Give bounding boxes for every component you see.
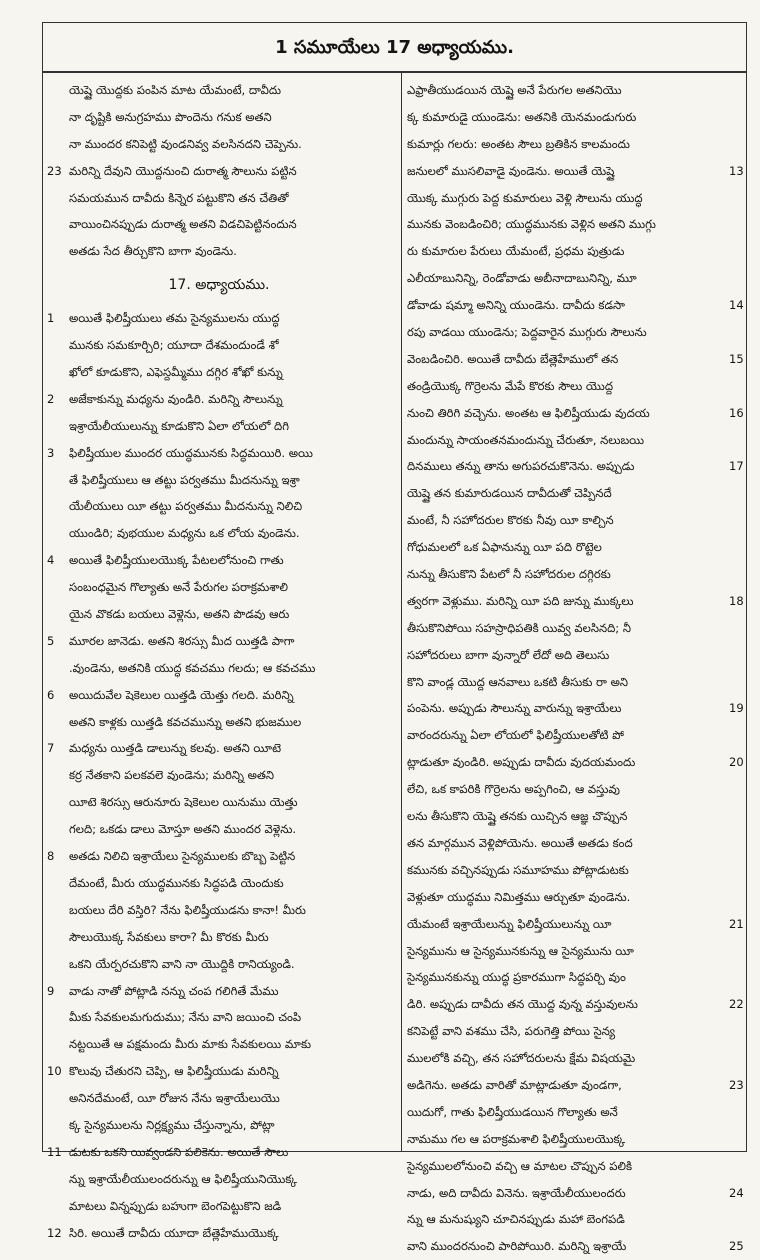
right-column [407, 77, 744, 1254]
line-text: అతని కాళ్లకు యిత్తడి కవచమున్ను అతని భుజముల [69, 714, 302, 729]
line-text: వెళ్లుతూ యుద్ధము నిమిత్తము ఆర్చుతూ వుండెను. [407, 889, 631, 904]
text-line [407, 1233, 744, 1260]
verse-number: 7 [47, 741, 55, 756]
line-text: న్ను ఆ మనుష్యుని చూచినప్పుడు మహా బెంగపడి [407, 1212, 625, 1227]
line-text: సైన్యమునకున్ను యుద్ధ ప్రకారముగా సిద్ధపర్చి వుం [407, 970, 626, 985]
text-line [47, 467, 391, 494]
line-text: నామము గల ఆ పరాక్రమశాలి ఫిలిష్తీయులయొక్క [407, 1131, 626, 1146]
line-text: కర్ర నేతకాని పలకవలె వుండెను; మరిన్ని అతని [69, 768, 275, 783]
text-line [407, 427, 729, 454]
line-text: సౌలుయొక్క సేవకులు కారా? మీ కొరకు మీరు [69, 929, 269, 944]
verse-number: 14 [729, 298, 744, 313]
text-line [407, 1099, 729, 1126]
line-text: సైన్యములలోనుంచి వచ్చి ఆ మాటల చొప్పున పలికి [407, 1158, 633, 1173]
line-text: ఎలీయాబునిన్ని, రెండోవాడు అబీనాదాబునిన్ని, మూ [407, 271, 637, 286]
text-line [407, 615, 729, 642]
line-text: న్ను ఇశ్రాయేలీయులందరున్ను ఆ ఫిలిష్తీయునియొక్క [69, 1171, 297, 1186]
verse-number: 19 [729, 701, 744, 716]
line-text: వాయించినప్పుడు దురాత్మ అతని విడచిపెట్టినందున [69, 217, 297, 232]
verse-number: 16 [729, 405, 744, 420]
verse-number: 15 [729, 351, 744, 366]
text-line [407, 749, 744, 776]
line-text: నా దృష్టికి అనుగ్రహము పొందెను గనుక అతని [69, 109, 272, 124]
text-line [47, 413, 391, 440]
text-line [407, 1153, 729, 1180]
line-text: యేలీయులు యీ తట్టు పర్వతము మీదనున్ను నిలిచి [69, 499, 303, 514]
text-line [47, 1031, 391, 1058]
line-text: 17. అధ్యాయము. [168, 277, 270, 294]
line-text: రు కుమారుల పేరులు యేమంటే, ప్రధమ పుత్రుడు [407, 244, 625, 259]
text-line [47, 104, 391, 131]
text-line [407, 1045, 729, 1072]
line-text: తే ఫిలిష్తీయులు ఆ తట్టు పర్వతము మీదనున్ను ఇశ్రా [69, 472, 300, 487]
line-text: జనులలో ముసలివాడై వుండెను. అయితే యెష్షై [407, 163, 615, 178]
line-text: యేమంటే ఇశ్రాయేలున్ను ఫిలిష్తీయులున్ను యీ [407, 916, 612, 931]
text-line [47, 628, 391, 655]
line-text: మంటే, నీ సహోదరుల కొరకు నీవు యీ కాల్చిన [407, 513, 614, 528]
verse-number: 20 [729, 755, 744, 770]
line-text: డుటకు ఒకని యివ్వండని పలికెను. అయితే సౌలు [69, 1144, 289, 1159]
text-line [47, 1193, 391, 1220]
line-text: సహోదరులు బాగా వున్నారో లేదో అది తెలుసు [407, 647, 610, 662]
line-text: కొని వాండ్ల యొద్ద ఆనవాలు ఒకటి తీసుకు రా అని [407, 674, 628, 689]
line-text: ములలోకి వచ్చి, తన సహోదరులను క్షేమ విషయమై [407, 1051, 636, 1066]
text-line [47, 332, 391, 359]
text-line [407, 346, 744, 373]
verse-number: 9 [47, 983, 55, 998]
line-text: మాటలు విన్నప్పుడు బహుగా బెంగపెట్టుకొని జడి [69, 1198, 282, 1213]
text-line [47, 77, 391, 104]
text-line [47, 185, 391, 212]
text-line [407, 77, 729, 104]
line-text: అడిగెను. అతడు వారితో మాట్లాడుతూ వుండగా, [407, 1077, 622, 1092]
text-line [407, 373, 729, 400]
line-text: వారందరున్ను ఏలా లోయలో ఫిలిష్తీయులతోటి పో [407, 728, 624, 743]
text-line [407, 185, 729, 212]
line-text: ఫిలిష్తీయుల ముందర యుద్ధమునకు సిద్ధమయిరి. అయి [69, 445, 313, 460]
page-title: 1 సమూయేలు 17 అధ్యాయము. [43, 23, 746, 73]
text-line [47, 131, 391, 158]
line-text: వాని ముందరనుంచి పారిపోయిరి. మరిన్ని ఇశ్రాయే [407, 1239, 627, 1254]
column-divider [401, 73, 402, 1151]
bible-page [42, 22, 747, 1254]
line-text: రపు వాడయి యుండెను; పెద్దవారైన ముగ్గురు సౌలును [407, 325, 647, 340]
text-line [407, 911, 744, 938]
line-text: నున్ను తీసుకొని పేటలో నీ సహోదరుల దగ్గిరకు [407, 567, 611, 582]
line-text: అనినదేమంటే, యీ రోజున నేను ఇశ్రాయేలుయొ [69, 1091, 280, 1106]
verse-number: 2 [47, 391, 55, 406]
line-text: లను తీసుకొని యెష్షై తనకు యిచ్చిన ఆజ్ఞ చొప్పున [407, 809, 628, 824]
line-text: కనిపెట్టే వాని వశము చేసి, పరుగెత్తి పోయి సైన్య [407, 1024, 616, 1039]
line-text: ట్లాడుతూ వుండిరి. అప్పుడు దావీదు వుదయమందు [407, 755, 636, 770]
line-text: గోధుమలలో ఒక ఏఫానున్ను యీ పది రొట్టెల [407, 540, 602, 555]
verse-number: 18 [729, 593, 744, 608]
text-line [47, 1139, 391, 1166]
text-line [407, 669, 729, 696]
line-text: సైన్యమును ఆ సైన్యమునకున్ను ఆ సైన్యమును యీ [407, 943, 634, 958]
verse-number: 4 [47, 553, 55, 568]
text-line [47, 709, 391, 736]
line-text: గలది; ఒకడు డాలు మోస్తూ అతని ముందర వెళ్లెను. [69, 822, 297, 837]
line-text: లేచి, ఒక కాపరికి గొర్రెలను అప్పగించి, ఆ వస్తువు [407, 782, 620, 797]
text-line [407, 642, 729, 669]
text-line [407, 1018, 729, 1045]
text-line [47, 440, 391, 467]
text-line [47, 359, 391, 386]
line-text: కొలువు చేతురని చెప్పి, ఆ ఫిలిష్తీయుడు మరిన్ని [69, 1064, 279, 1079]
text-line [407, 830, 729, 857]
verse-number: 10 [47, 1064, 62, 1079]
text-line [47, 601, 391, 628]
text-line [47, 574, 391, 601]
verse-number: 1 [47, 311, 55, 326]
text-line [407, 1180, 744, 1207]
text-line [47, 1004, 391, 1031]
text-line [407, 695, 744, 722]
line-text: యైన వొకడు బయలు వెళ్లెను, అతని పొడవు ఆరు [69, 607, 290, 622]
text-line [407, 776, 729, 803]
line-text: నుంచి తిరిగి వచ్చెను. అంతట ఆ ఫిలిష్తీయుడు వుదయ [407, 405, 650, 420]
text-line [47, 1085, 391, 1112]
text-line [47, 1166, 391, 1193]
text-line [407, 722, 729, 749]
text-line [47, 1112, 391, 1139]
text-line [47, 816, 391, 843]
verse-number: 24 [729, 1185, 744, 1200]
line-text: అయితే ఫిలిష్తీయులు తమ సైన్యములను యుద్ధ [69, 311, 280, 326]
line-text: యెష్షై యొద్దకు పంపిన మాట యేమంటే, దావీదు [69, 83, 282, 97]
verse-number: 21 [729, 916, 744, 931]
line-text: సమయమున దావీదు కిన్నెర పట్టుకొని తన చేతితో [69, 190, 289, 205]
text-line [407, 238, 729, 265]
text-line [407, 104, 729, 131]
line-text: యొక్క ముగ్గురు పెద్ద కుమారులు వెళ్లి సౌలును యుద్ధ [407, 190, 643, 205]
line-text: అయిదువేల షెకెలుల యిత్తడి యెత్తు గలది. మరిన్ని [69, 687, 294, 702]
line-text: తన మార్గమున వెళ్లిపోయెను. అయితే అతడు కంద [407, 835, 633, 850]
text-line [47, 305, 391, 332]
line-text: సిరి. అయితే దావీదు యూదా బేత్లెహేముయొక్క [69, 1225, 279, 1240]
line-text: కుమార్లు గలరు: అంతట సౌలు బ్రతికిన కాలమందు [407, 136, 630, 151]
line-text: బయలు దేరి వస్తిరి? నేను ఫిలిష్తీయుడను కానా! మీరు [69, 902, 306, 917]
text-line [47, 238, 391, 265]
line-text: అతడు నిలిచి ఇశ్రాయేలు సైన్యములకు బొబ్బ పెట్టిన [69, 849, 296, 864]
line-text: యీటె శిరస్సు ఆరునూరు షెకెలుల యినుము యెత్తు [69, 795, 298, 810]
text-line [47, 158, 391, 185]
line-text: వెంబడించిరి. అయితే దావీదు బేత్లెహేములో తన [407, 351, 619, 366]
line-text: తండ్రియొక్క గొర్రెలను మేపే కొరకు సౌలు యొద్ద [407, 378, 614, 393]
line-text: యిదుగో, గాతు ఫిలిష్తీయుడయిన గొల్యాతు అనే [407, 1104, 618, 1119]
line-text: మూరల జానెడు. అతని శిరస్సు మీద యిత్తడి పాగా [69, 633, 295, 648]
text-line [407, 884, 729, 911]
line-text: పంపెను. అప్పుడు సౌలున్ను వారున్ను ఇశ్రాయేలు [407, 701, 622, 716]
verse-number: 11 [47, 1144, 62, 1159]
text-line [407, 1126, 729, 1153]
line-text: ఖోలో కూడుకొని, ఎఫెస్దమ్మీము దగ్గిర శోఖో కున్ను [69, 365, 283, 380]
left-column [47, 77, 391, 1240]
text-line [47, 762, 391, 789]
text-line [407, 938, 729, 965]
verse-number: 3 [47, 445, 55, 460]
text-line [47, 682, 391, 709]
text-line [407, 588, 744, 615]
line-text: అజేకాకున్ను మధ్యను వుండిరి. మరిన్ని సౌలున్ను [69, 391, 283, 406]
line-text: కమునకు వచ్చినప్పుడు సమూహము పోట్లాడుటకు [407, 862, 629, 877]
text-line [407, 964, 729, 991]
text-line [407, 480, 729, 507]
line-text: దినములు తన్ను తాను అగుపరచుకొనెను. అప్పుడు [407, 459, 635, 474]
line-text: ఎఫ్రాతీయుడయిన యెష్షై అనే పేరుగల అతనియొ [407, 83, 622, 97]
line-text: మధ్యను యిత్తడి డాలున్ను కలవు. అతని యీటె [69, 741, 282, 756]
text-line [47, 789, 391, 816]
line-text: తీసుకొనిపోయి సహస్రాధిపతికి యివ్వ వలసినది; నీ [407, 620, 632, 635]
line-text: అతడు సేద తీర్చుకొని బాగా వుండెను. [69, 244, 237, 259]
text-line [407, 292, 744, 319]
text-line [47, 547, 391, 574]
line-text: ఇశ్రాయేలీయులున్ను కూడుకొని ఏలా లోయలో దిగి [69, 418, 289, 433]
text-line [47, 843, 391, 870]
text-line [47, 386, 391, 413]
text-line [47, 1058, 391, 1085]
text-line [407, 1072, 744, 1099]
text-line [407, 561, 729, 588]
text-line [407, 158, 744, 185]
verse-number: 12 [47, 1225, 62, 1240]
text-line [407, 131, 729, 158]
text-line [407, 803, 729, 830]
text-line [47, 211, 391, 238]
text-line [407, 265, 729, 292]
line-text: మునకు వెంబడించిరి; యుద్ధమునకు వెళ్లిన అతని ముగ్గు [407, 217, 656, 232]
verse-number: 13 [729, 163, 744, 178]
text-line [47, 520, 391, 547]
verse-number: 8 [47, 849, 55, 864]
verse-number: 22 [729, 997, 744, 1012]
line-text: దేమంటే, మీరు యుద్ధమునకు సిద్ధపడి యెందుకు [69, 875, 284, 890]
line-text: వాడు నాతో పోట్లాడి నన్ను చంప గలిగితే మేము [69, 983, 279, 998]
text-line [407, 1206, 729, 1233]
verse-number: 23 [729, 1077, 744, 1092]
verse-number: 5 [47, 633, 55, 648]
verse-number: 17 [729, 459, 744, 474]
text-line [407, 319, 729, 346]
line-text: క్క సైన్యములను నిర్లక్ష్యము చేస్తున్నాను, పోట్లా [69, 1117, 275, 1132]
line-text: అయితే ఫిలిష్తీయులయొక్క పేటలలోనుంచి గాతు [69, 553, 284, 568]
text-line [407, 400, 744, 427]
text-line [47, 735, 391, 762]
verse-number: 6 [47, 687, 55, 702]
text-line [407, 534, 729, 561]
text-line [47, 655, 391, 682]
line-text: మునకు సమకూర్చిరి; యూదా దేశమందుండే శో [69, 338, 279, 353]
chapter-heading [47, 265, 391, 305]
line-text: యుండిరి; వుభయుల మధ్యను ఒక లోయ వుండెను. [69, 526, 300, 541]
line-text: మరిన్ని దేవుని యొద్దనుంచి దురాత్మ సౌలును పట్టిన [69, 163, 297, 178]
text-line [47, 924, 391, 951]
line-text: డిరి. అప్పుడు దావీదు తన యొద్ద వున్న వస్తువులను [407, 997, 638, 1012]
text-line [407, 507, 729, 534]
line-text: .వుండెను, అతనికి యుద్ధ కవచము గలదు; ఆ కవచము [69, 660, 316, 675]
text-line [47, 493, 391, 520]
text-line [47, 951, 391, 978]
text-line [407, 991, 744, 1018]
line-text: యెష్షై తన కుమారుడయిన దావీదుతో చెప్పినదే [407, 486, 612, 501]
text-line [47, 897, 391, 924]
verse-number: 25 [729, 1239, 744, 1254]
line-text: మీకు సేవకులమగుదుము; నేను వాని జయించి చంపి [69, 1010, 302, 1025]
text-line [407, 211, 729, 238]
text-line [407, 857, 729, 884]
text-line [47, 870, 391, 897]
line-text: త్వరగా వెళ్లుము. మరిన్ని యీ పది జున్ను ముక్కలు [407, 593, 634, 608]
line-text: డోవాడు షమ్మా అనిన్ని యుండెను. దావీదు కడసా [407, 298, 625, 313]
line-text: ఒకని యేర్పరచుకొని వాని నా యొద్దికి రానియ్యండి. [69, 956, 295, 971]
line-text: నాడు, అది దావీదు వినెను. ఇశ్రాయేలీయులందరు [407, 1185, 626, 1200]
line-text: సంబంధమైన గొల్యాతు అనే పేరుగల పరాక్రమశాలి [69, 580, 288, 595]
verse-number: 23 [47, 163, 62, 178]
line-text: క్క కుమారుడై యుండెను: అతనికి యెనమండుగురు [407, 109, 637, 124]
text-line [47, 1220, 391, 1247]
line-text: మందున్ను సాయంతనమందున్ను చేరుతూ, నలుబయి [407, 432, 645, 447]
text-line [47, 978, 391, 1005]
text-line [407, 453, 744, 480]
line-text: నా ముందర కనిపెట్టి వుండనివ్వ వలసినదని చెప్పెను. [69, 136, 302, 151]
line-text: నట్టయితే ఆ పక్షమందు మీరు మాకు సేవకులయి మాకు [69, 1037, 312, 1052]
